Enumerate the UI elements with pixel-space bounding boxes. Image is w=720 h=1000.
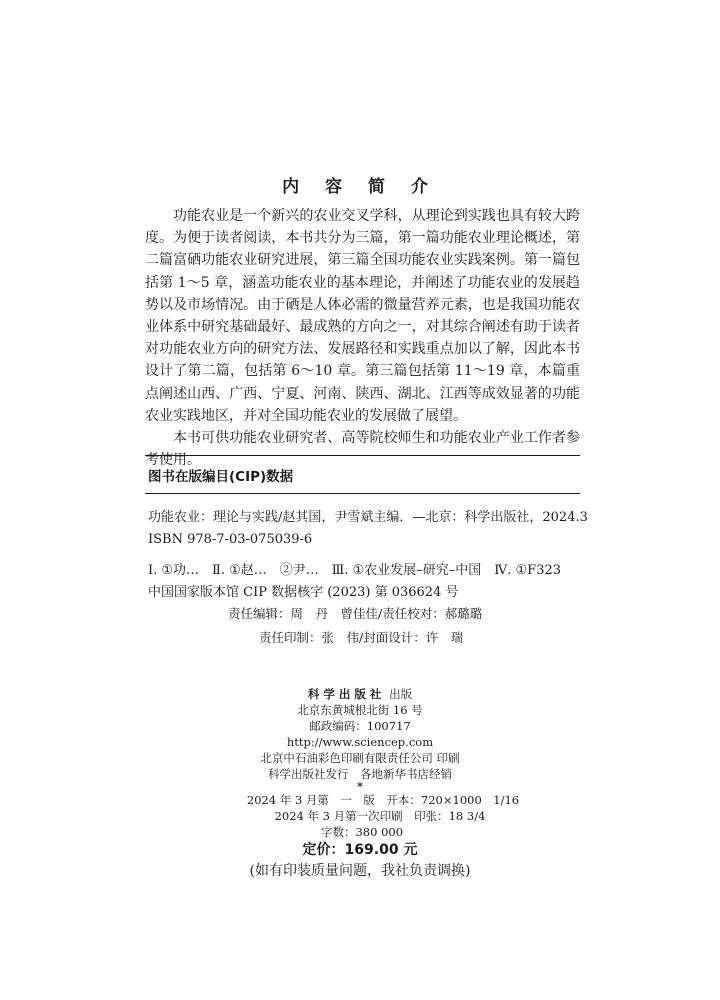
edition-line: 2024 年 3 月第 一 版 开本：720×1000 1/16 bbox=[246, 793, 520, 807]
publisher-suffix: 出版 bbox=[385, 687, 413, 701]
printing-line: 2024 年 3 月第一次印刷 印张：18 3/4 bbox=[274, 809, 486, 823]
summary-body bbox=[145, 205, 580, 471]
cip-classification-line: Ⅰ. ①功… Ⅱ. ①赵… ②尹… Ⅲ. ①农业发展–研究–中国 Ⅳ. ①F323 bbox=[148, 563, 562, 578]
editorial-credits bbox=[228, 602, 482, 650]
publisher-name: 科学出版社 bbox=[307, 687, 386, 701]
publisher-address: 北京东黄城根北街 16 号 bbox=[297, 703, 423, 717]
publisher-line bbox=[0, 686, 720, 702]
price-line: 定价：169.00 元 bbox=[302, 842, 418, 858]
cip-entries bbox=[145, 494, 588, 604]
distributor-line: 科学出版社发行 各地新华书店经销 bbox=[268, 767, 452, 781]
cip-record-number-line: 中国国家版本馆 CIP 数据核字 (2023) 第 036624 号 bbox=[148, 585, 459, 600]
summary-paragraph-2: 本书可供功能农业研究者、高等院校师生和功能农业产业工作者参考使用。 bbox=[145, 430, 580, 469]
word-count-line: 字数：380 000 bbox=[320, 825, 404, 839]
quality-notice: (如有印装质量问题，我社负责调换) bbox=[249, 863, 471, 879]
publisher-website: http://www.sciencep.com bbox=[286, 735, 434, 749]
cip-block bbox=[145, 455, 588, 604]
publisher-postcode: 邮政编码：100717 bbox=[309, 719, 411, 733]
imprint-block bbox=[0, 686, 720, 882]
editor-credit-line: 责任编辑：周 丹 曾佳佳/责任校对：郝璐璐 bbox=[228, 606, 483, 621]
cip-title: 图书在版编目(CIP)数据 bbox=[148, 469, 294, 485]
cip-isbn-line: ISBN 978-7-03-075039-6 bbox=[148, 532, 313, 547]
printer-line: 北京中石油彩色印刷有限责任公司 印刷 bbox=[260, 751, 460, 765]
production-credit-line: 责任印制：张 伟/封面设计：许 瑞 bbox=[259, 630, 464, 645]
cip-bibliographic-line: 功能农业：理论与实践/赵其国，尹雪斌主编．—北京：科学出版社，2024.3 bbox=[148, 510, 588, 525]
summary-heading: 内 容 简 介 bbox=[282, 177, 438, 197]
summary-paragraph-1: 功能农业是一个新兴的农业交叉学科，从理论到实践也具有较大跨度。为便于读者阅读，本书共分为三篇，第一篇功能农业理论概述，第二篇富硒功能农业研究进展，第三篇全国功能农业实践案例。第一篇包括第 1～5 章，涵盖功能农业的基本理论，并阐述了功能农业的发展趋势以及市场情况。由于硒是人体必需的微量营养元素，也是我国功能农业体系中研究基础最好、最成熟的方向之一，对其综合阐述有助于读者对功能农业方向的研究方法、发展路径和实践重点加以了解，因此本书设计了第二篇，包括第 6～10 章。第三篇包括第 11～19 章，本篇重点阐述山西、广西、宁夏、河南、陕西、湖北、江西等成效显著的功能农业实践地区，并对全国功能农业的发展做了展望。 bbox=[145, 208, 580, 424]
separator-star: * bbox=[357, 780, 363, 793]
